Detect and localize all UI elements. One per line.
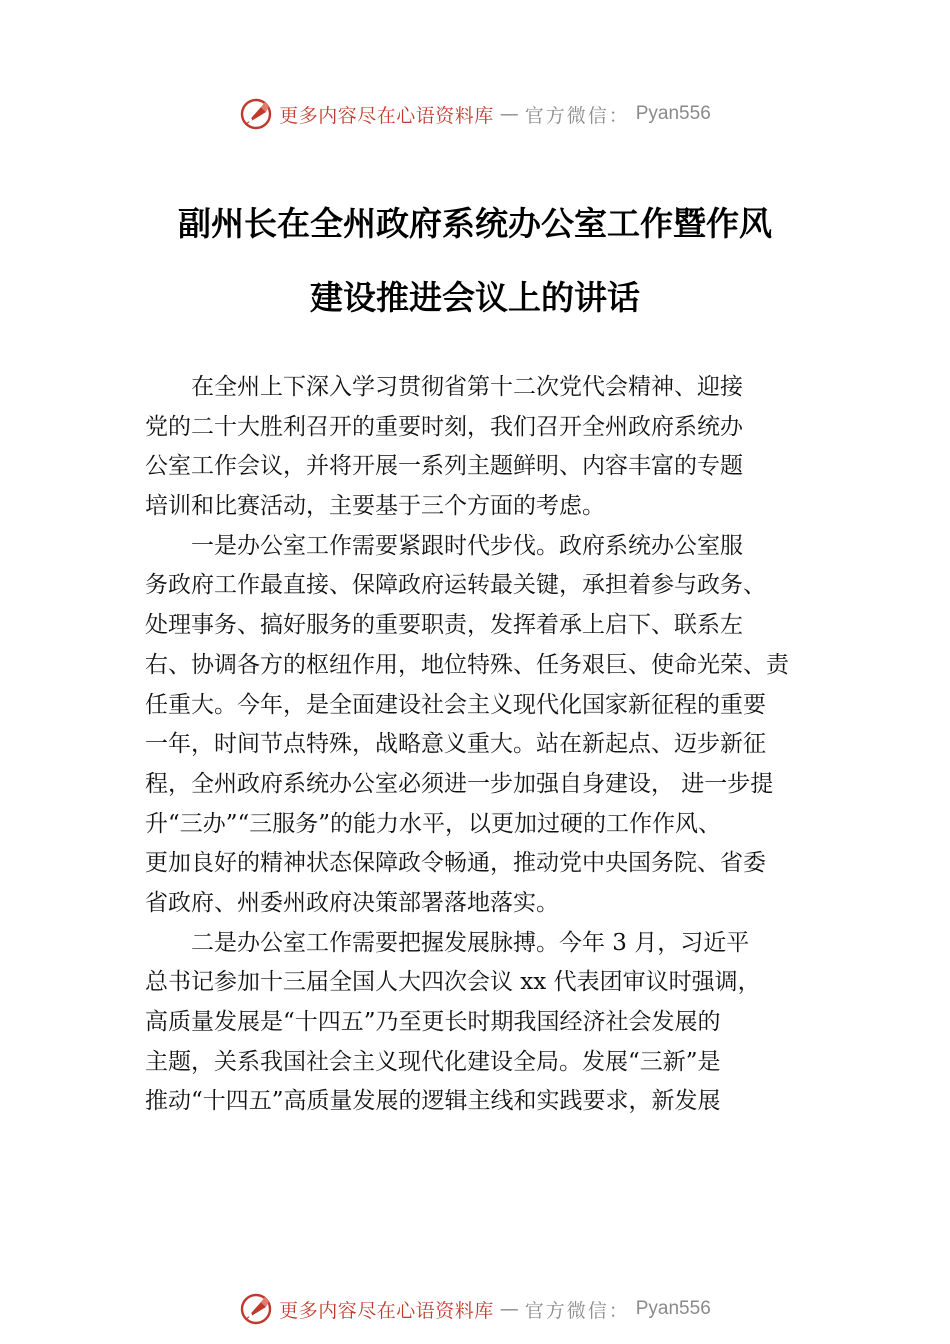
pen-nib-logo-icon [239, 97, 273, 131]
document-title-line-1: 副州长在全州政府系统办公室工作暨作风 [178, 204, 772, 243]
body-line: 高质量发展是“十四五”乃至更长时期我国经济社会发展的 [145, 1009, 721, 1035]
banner-wechat-label: 官方微信： [524, 1299, 630, 1322]
body-line: 省政府、州委州政府决策部署落地落实。 [145, 889, 559, 916]
banner-separator: — [499, 1298, 519, 1320]
banner-wechat-label: 官方微信： [524, 104, 630, 127]
body-line: 右、协调各方的枢纽作用，地位特殊、任务艰巨、使命光荣、责 [145, 651, 789, 678]
body-line: 程，全州政府系统办公室必须进一步加强自身建设， 进一步提 [145, 770, 774, 797]
body-line: 更加良好的精神状态保障政令畅通，推动党中央国务院、省委 [145, 850, 766, 877]
banner-separator: — [499, 103, 519, 125]
body-line: 升“三办”“三服务”的能力水平，以更加过硬的工作作风、 [145, 810, 722, 837]
pen-nib-logo-icon [239, 1292, 273, 1326]
document-title-line-2: 建设推进会议上的讲话 [310, 278, 640, 317]
body-line: 推动“十四五”高质量发展的逻辑主线和实践要求，新发展 [145, 1088, 721, 1115]
banner-slogan: 更多内容尽在心语资料库 [279, 104, 494, 127]
footer-banner [0, 1289, 950, 1329]
banner-wechat-id: Pyan556 [635, 1298, 711, 1319]
body-line: 公室工作会议，并将开展一系列主题鲜明、内容丰富的专题 [145, 453, 743, 480]
body-line: 务政府工作最直接、保障政府运转最关键，承担着参与政务、 [145, 572, 766, 599]
body-line: 二是办公室工作需要把握发展脉搏。今年 3 月，习近平 [191, 929, 750, 956]
body-line: 一年，时间节点特殊，战略意义重大。站在新起点、迈步新征 [145, 731, 766, 758]
body-line: 一是办公室工作需要紧跟时代步伐。政府系统办公室服 [191, 532, 743, 559]
document-body [145, 368, 825, 1122]
banner-wechat-id: Pyan556 [635, 103, 711, 124]
body-line: 党的二十大胜利召开的重要时刻，我们召开全州政府系统办 [145, 413, 743, 440]
header-banner [0, 94, 950, 134]
banner-slogan: 更多内容尽在心语资料库 [279, 1299, 494, 1322]
body-line: 处理事务、搞好服务的重要职责，发挥着承上启下、联系左 [145, 612, 743, 639]
body-line: 主题，关系我国社会主义现代化建设全局。发展“三新”是 [145, 1048, 721, 1075]
body-line: 培训和比赛活动，主要基于三个方面的考虑。 [145, 493, 605, 520]
body-line: 任重大。今年，是全面建设社会主义现代化国家新征程的重要 [145, 691, 766, 718]
body-line: 总书记参加十三届全国人大四次会议 xx 代表团审议时强调， [145, 969, 761, 996]
body-line: 在全州上下深入学习贯彻省第十二次党代会精神、迎接 [191, 374, 743, 400]
